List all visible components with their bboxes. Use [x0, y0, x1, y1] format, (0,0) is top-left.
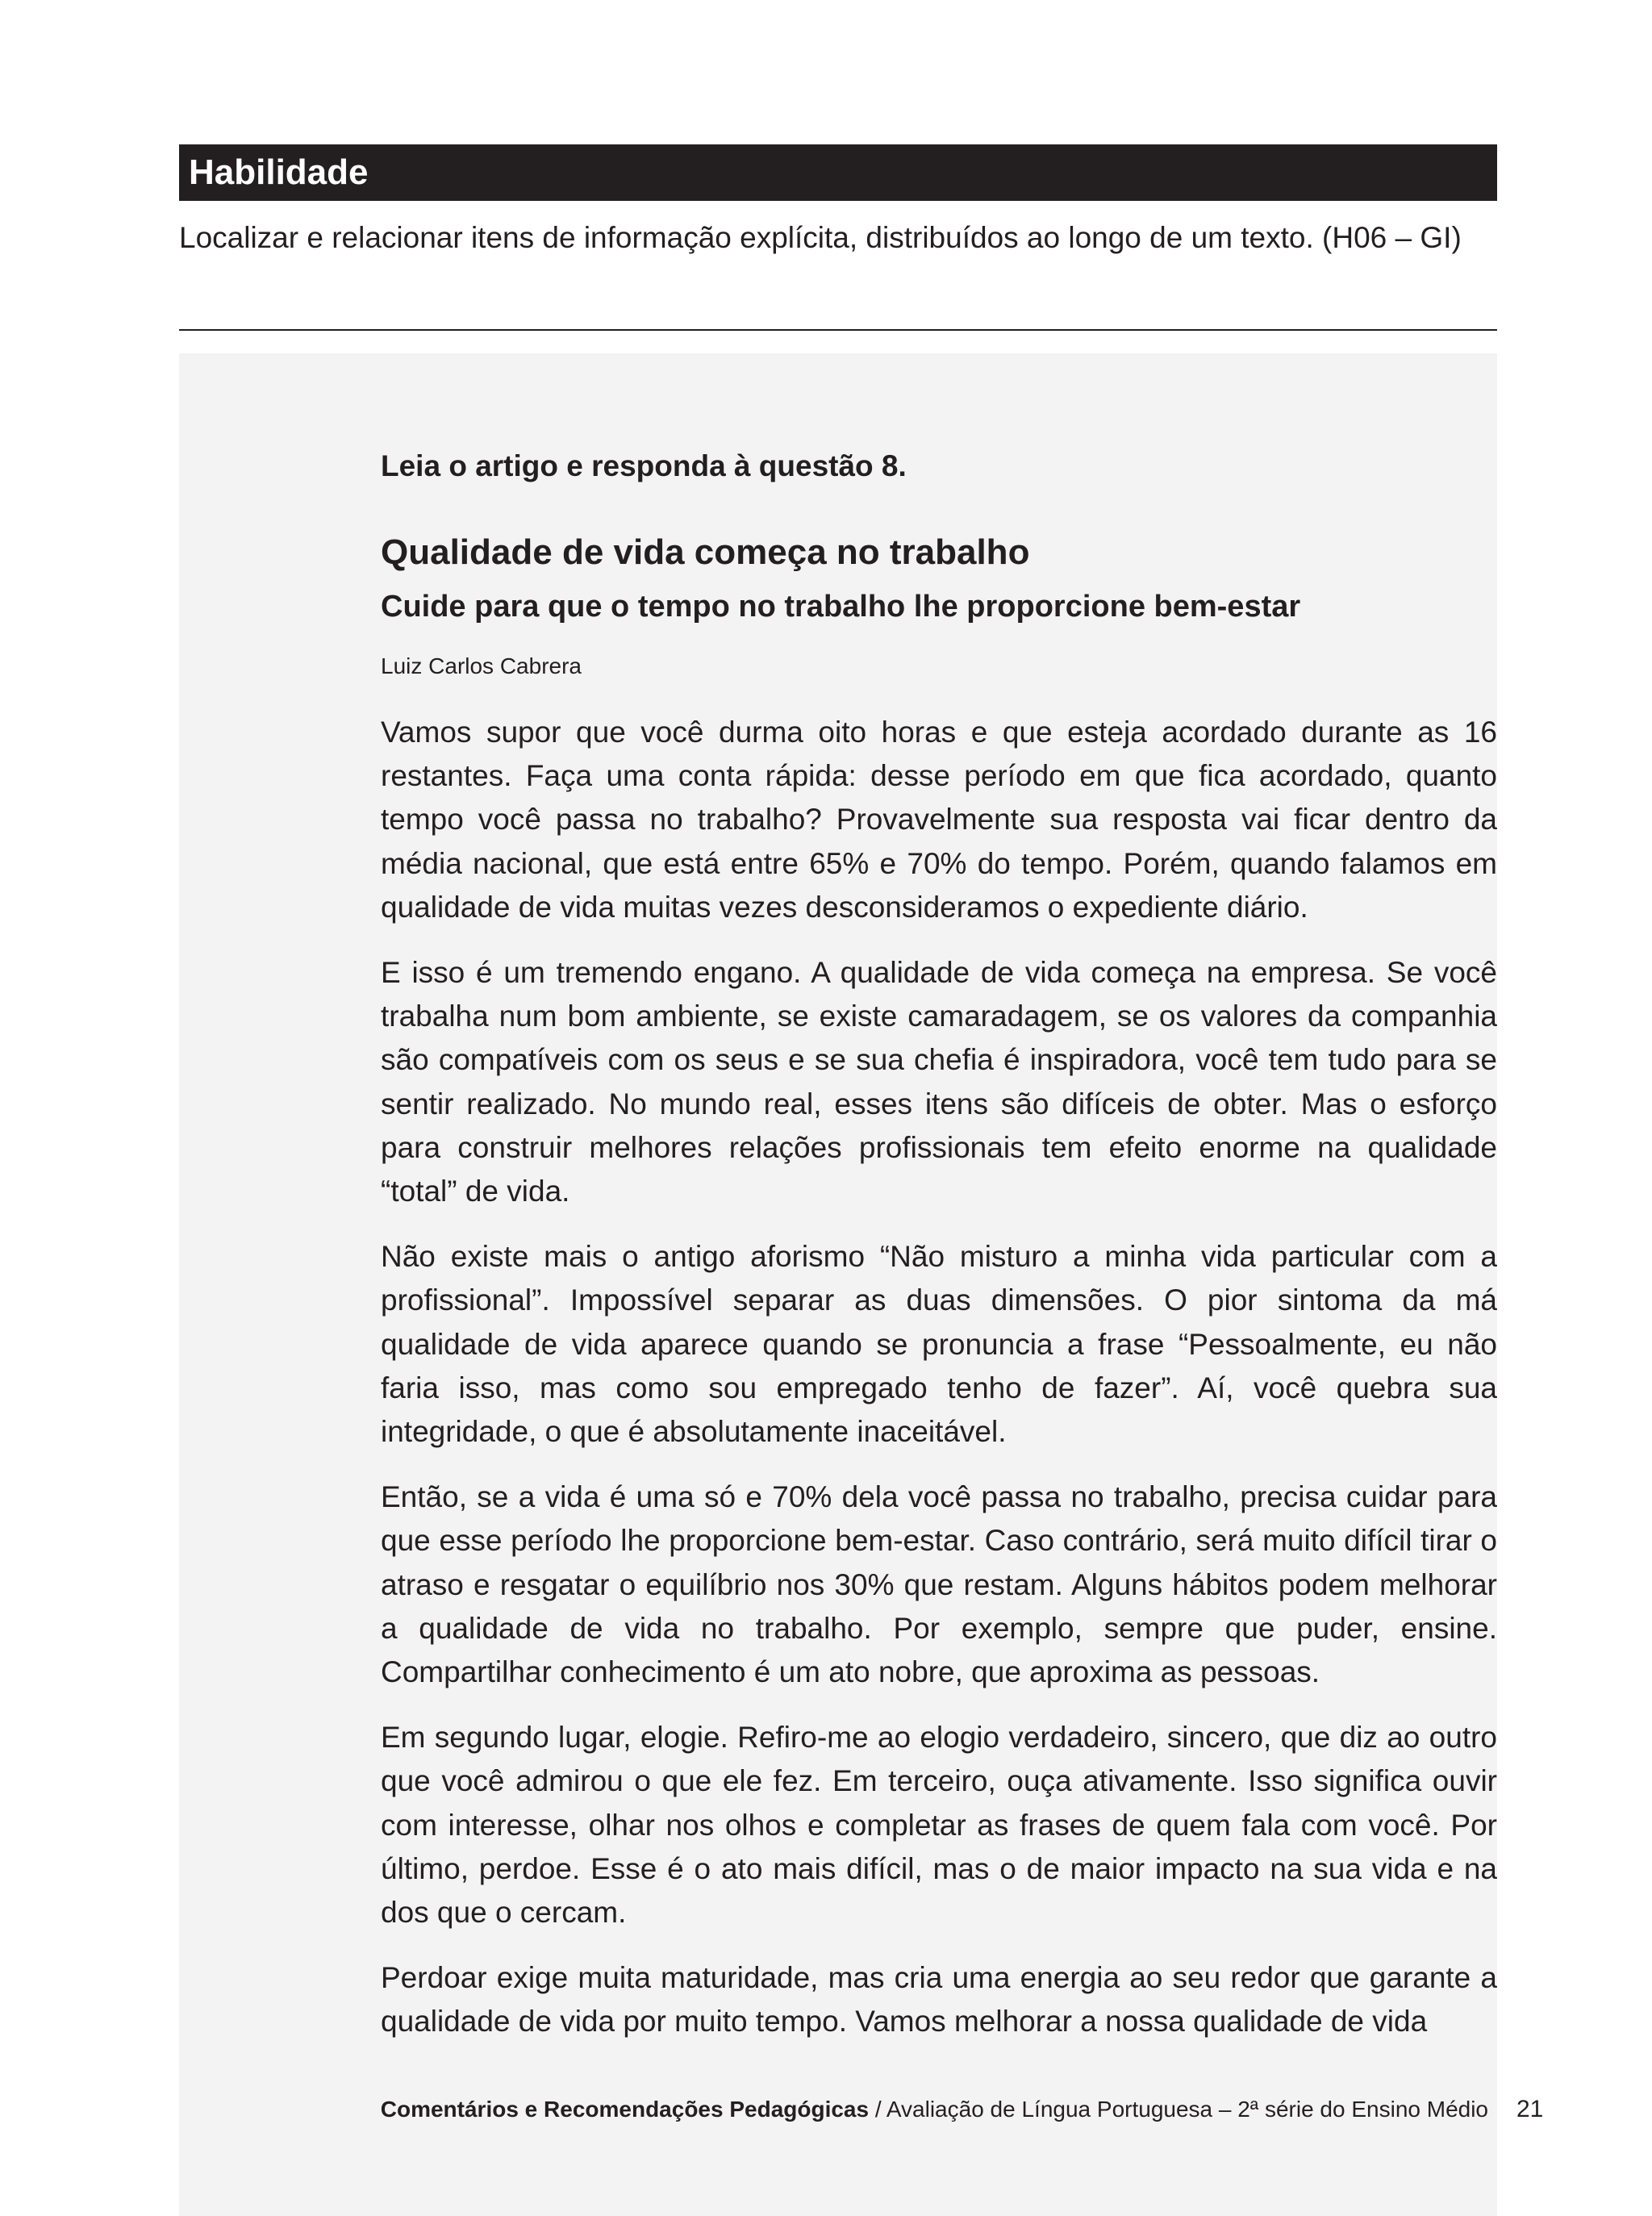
article-body — [381, 711, 1497, 2066]
habilidade-heading: Habilidade — [179, 144, 1497, 201]
footer-publication: Comentários e Recomendações Pedagógicas — [380, 2097, 870, 2122]
article-paragraph: Então, se a vida é uma só e 70% dela você passa no trabalho, precisa cuidar para que esse período lhe proporcione bem-estar. Caso contrário, será muito difícil tirar o atraso e resgatar o equilíbrio nos 30% que restam. Alguns hábitos podem melhorar a qualidade de vida no trabalho. Por exemplo, sempre que puder, ensine. Compartilhar conhecimento é um ato nobre, que aproxima as pessoas. — [381, 1480, 1497, 1689]
article-paragraph: Não existe mais o antigo aforismo “Não misturo a minha vida particular com a profissional”. Impossível separar as duas dimensões. O pior sintoma da má qualidade de vida aparece quando se pronuncia a frase “Pessoalmente, eu não faria isso, mas como sou empregado tenho de fazer”. Aí, você quebra sua integridade, o que é absolutamente inaceitável. — [381, 1240, 1497, 1449]
article-subtitle: Cuide para que o tempo no trabalho lhe proporcione bem-estar — [381, 590, 1301, 624]
article-paragraph: E isso é um tremendo engano. A qualidade de vida começa na empresa. Se você trabalha num bom ambiente, se existe camaradagem, se os valores da companhia são compatíveis com os seus e se sua chefia é inspiradora, você tem tudo para se sentir realizado. No mundo real, esses itens são difíceis de obter. Mas o esforço para construir melhores relações profissionais tem efeito enorme na qualidade “total” de vida. — [381, 956, 1497, 1208]
page-number: 21 — [1516, 2096, 1544, 2122]
article-paragraph: Em segundo lugar, elogie. Refiro-me ao elogio verdadeiro, sincero, que diz ao outro que você admirou o que ele fez. Em terceiro, ouça ativamente. Isso significa ouvir com interesse, olhar nos olhos e completar as frases de quem fala com você. Por último, perdoe. Esse é o ato mais difícil, mas o de maior impacto na sua vida e na dos que o cercam. — [381, 1721, 1497, 1930]
section-divider — [179, 329, 1497, 331]
article-title: Qualidade de vida começa no trabalho — [381, 532, 1030, 572]
habilidade-description: Localizar e relacionar itens de informação explícita, distribuídos ao longo de um texto. (H06 – GI) — [179, 221, 1462, 254]
article-paragraph: Perdoar exige muita maturidade, mas cria uma energia ao seu redor que garante a qualidade de vida por muito tempo. Vamos melhorar a nossa qualidade de vida — [381, 1961, 1497, 2039]
footer-subtitle: / Avaliação de Língua Portuguesa – 2ª série do Ensino Médio — [869, 2097, 1488, 2122]
article-author: Luiz Carlos Cabrera — [381, 653, 582, 678]
article-paragraph: Vamos supor que você durma oito horas e que esteja acordado durante as 16 restantes. Faça uma conta rápida: desse período em que fica acordado, quanto tempo você passa no trabalho? Provavelmente sua resposta vai ficar dentro da média nacional, que está entre 65% e 70% do tempo. Porém, quando falamos em qualidade de vida muitas vezes desconsideramos o expediente diário. — [381, 716, 1497, 924]
page-footer — [242, 2093, 1488, 2126]
question-instruction: Leia o artigo e responda à questão 8. — [381, 449, 907, 482]
